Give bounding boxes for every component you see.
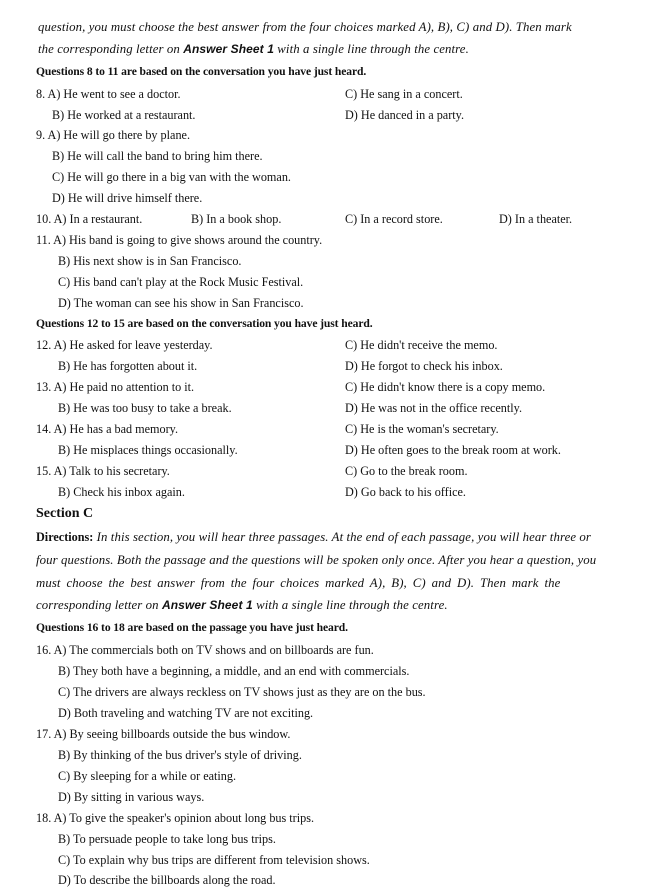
q15-option-d: D) Go back to his office. xyxy=(345,485,466,499)
q17-option-d: D) By sitting in various ways. xyxy=(58,790,205,804)
q18-option-c: C) To explain why bus trips are different from television shows. xyxy=(58,853,370,867)
q10-option-b: B) In a book shop. xyxy=(191,212,282,226)
q11-option-a: 11. A) His band is going to give shows around the country. xyxy=(36,233,323,247)
q13-option-d: D) He was not in the office recently. xyxy=(345,401,522,415)
q9-option-b: B) He will call the band to bring him there. xyxy=(52,149,263,163)
q12-option-b: B) He has forgotten about it. xyxy=(58,359,198,373)
q17-option-c: C) By sleeping for a while or eating. xyxy=(58,769,237,783)
intro-line-1: question, you must choose the best answer from the four choices marked A), B), C) and D). Then mark xyxy=(38,20,572,34)
q16-option-d: D) Both traveling and watching TV are not exciting. xyxy=(58,706,314,720)
q15-option-c: C) Go to the break room. xyxy=(345,464,468,478)
q18-option-d: D) To describe the billboards along the road. xyxy=(58,873,276,887)
q10-option-c: C) In a record store. xyxy=(345,212,443,226)
q13-option-a: 13. A) He paid no attention to it. xyxy=(36,380,195,394)
answer-sheet-label: Answer Sheet 1 xyxy=(183,42,274,56)
q13-option-c: C) He didn't know there is a copy memo. xyxy=(345,380,546,394)
questions-12-15-heading: Questions 12 to 15 are based on the conversation you have just heard. xyxy=(36,317,373,330)
q16-option-a: 16. A) The commercials both on TV shows and on billboards are fun. xyxy=(36,643,374,657)
q16-option-c: C) The drivers are always reckless on TV shows just as they are on the bus. xyxy=(58,685,426,699)
q18-option-a: 18. A) To give the speaker's opinion about long bus trips. xyxy=(36,811,315,825)
directions-line-1-text: In this section, you will hear three passages. At the end of each passage, you will hear three or xyxy=(93,530,592,544)
q18-option-b: B) To persuade people to take long bus trips. xyxy=(58,832,276,846)
q9-option-c: C) He will go there in a big van with the woman. xyxy=(52,170,291,184)
q8-option-c: C) He sang in a concert. xyxy=(345,87,463,101)
q14-option-b: B) He misplaces things occasionally. xyxy=(58,443,238,457)
section-c-title: Section C xyxy=(36,506,94,521)
q14-option-d: D) He often goes to the break room at work. xyxy=(345,443,561,457)
directions-line-1 xyxy=(36,529,591,545)
q9-option-d: D) He will drive himself there. xyxy=(52,191,203,205)
questions-16-18-heading: Questions 16 to 18 are based on the passage you have just heard. xyxy=(36,621,348,634)
q16-option-b: B) They both have a beginning, a middle, and an end with commercials. xyxy=(58,664,410,678)
q9-option-a: 9. A) He will go there by plane. xyxy=(36,128,190,142)
q10-option-d: D) In a theater. xyxy=(499,212,573,226)
answer-sheet-label-2: Answer Sheet 1 xyxy=(161,598,253,612)
q11-option-c: C) His band can't play at the Rock Music Festival. xyxy=(58,275,304,289)
directions-line-2: four questions. Both the passage and the questions will be spoken only once. After you hear a question, you xyxy=(36,553,597,567)
q15-option-b: B) Check his inbox again. xyxy=(58,485,185,499)
q8-option-b: B) He worked at a restaurant. xyxy=(52,108,196,122)
questions-8-11-heading: Questions 8 to 11 are based on the conversation you have just heard. xyxy=(36,65,367,78)
q11-option-d: D) The woman can see his show in San Francisco. xyxy=(58,296,304,310)
intro-line-2 xyxy=(38,41,469,57)
q13-option-b: B) He was too busy to take a break. xyxy=(58,401,232,415)
q12-option-a: 12. A) He asked for leave yesterday. xyxy=(36,338,213,352)
directions-line-4 xyxy=(36,597,448,613)
q17-option-b: B) By thinking of the bus driver's style of driving. xyxy=(58,748,302,762)
q14-option-c: C) He is the woman's secretary. xyxy=(345,422,499,436)
q12-option-c: C) He didn't receive the memo. xyxy=(345,338,498,352)
q12-option-d: D) He forgot to check his inbox. xyxy=(345,359,503,373)
q8-option-a: 8. A) He went to see a doctor. xyxy=(36,87,181,101)
q11-option-b: B) His next show is in San Francisco. xyxy=(58,254,242,268)
intro-line-2-post: with a single line through the centre. xyxy=(273,42,469,56)
directions-line-4-post: with a single line through the centre. xyxy=(252,598,448,612)
q14-option-a: 14. A) He has a bad memory. xyxy=(36,422,179,436)
directions-label: Directions: xyxy=(36,530,94,544)
q15-option-a: 15. A) Talk to his secretary. xyxy=(36,464,170,478)
directions-line-4-pre: corresponding letter on xyxy=(36,598,162,612)
q17-option-a: 17. A) By seeing billboards outside the bus window. xyxy=(36,727,291,741)
q10-option-a: 10. A) In a restaurant. xyxy=(36,212,143,226)
intro-line-2-pre: the corresponding letter on xyxy=(38,42,184,56)
q8-option-d: D) He danced in a party. xyxy=(345,108,464,122)
directions-line-3: must choose the best answer from the four choices marked A), B), C) and D). Then mark the xyxy=(36,576,561,590)
